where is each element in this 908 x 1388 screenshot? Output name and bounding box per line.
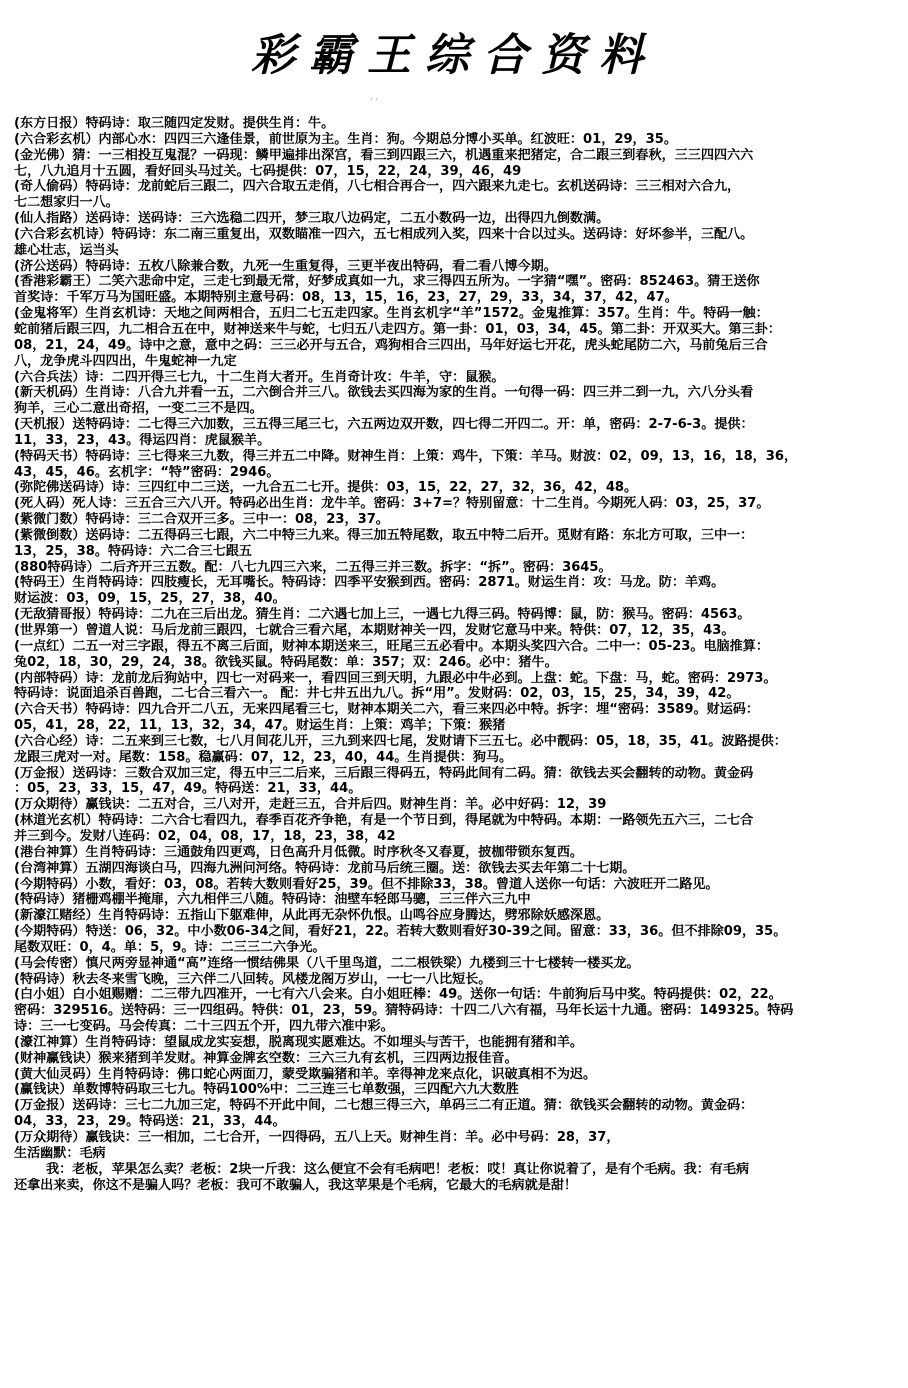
text-line: 并三到今。发财八连码：02，04，08，17，18，23，38，42 — [14, 828, 396, 844]
text-line: (六合心经）诗：二五来到三七数，七八月间花儿开，三九到来四七尾，发财请下三五七。必中靓码：05，18，35，41。波路提供： — [14, 733, 787, 749]
text-line: 兔02，18，30，29，24，38。欲钱买鼠。特码尾数：单：357；双：246。必中：猪牛。 — [14, 654, 558, 670]
text-line: (万众期待）赢钱诀：三一相加，二七合开，一四得码，五八上天。财神生肖：羊。必中号码：28，37， — [14, 1130, 620, 1145]
text-line: (今期特码）小数，看好：03，08。若转大数则看好25，39。但不排除33，38。曾道人送你一句话：六波旺开二路见。 — [14, 876, 719, 892]
text-line: (六合天书）特码诗：四九合开二八五，无来四尾看三七，财神本期关二六，看三来四必中特。拆字：埋“密码：3589。财运码： — [14, 702, 759, 718]
text-line: (天机报）送特码诗：二七得三六加数，三五得三尾三七，六五两边双开数，四七得二开四二。开：单，密码：2-7-6-3。提供： — [14, 417, 754, 433]
text-line: 诗：三一七变码。马会传真：二十三四五个开，四九带六准中彩。 — [14, 1019, 394, 1035]
text-line: 05，41，28，22，11，13，32，34，47。财运生肖：上策：鸡羊；下策：猴猪 — [14, 718, 506, 734]
text-line: (特码诗）猪栅鸡棚半掩扉，六九相伴三八随。特码诗：油壁车轻郎马骢，三三伴六三九中 — [14, 892, 531, 908]
text-line: (紫微门数）特码诗：三二合双开三多。三中一：08，23，37。 — [14, 512, 389, 528]
text-line: 龙跟三虎对一对。尾数：158。稳赢码：07，12，23，40，44。生肖提供：狗马。 — [14, 749, 513, 765]
text-line: (香港彩霸王）二笑六悲命中定，三走七到最无常，好梦成真如一九，求三得四五所为。一字猜“嘿”。密码：852463。猜王送你 — [14, 274, 760, 290]
text-line: (财神赢钱诀）猴来猪到羊发财。神算金牌玄空数：三六三九有玄机，三四两边报佳音。 — [14, 1050, 518, 1066]
text-line: (死人码）死人诗：三五合三六八开。特码必出生肖：龙牛羊。密码：3+7=？特别留意：十二生肖。今期死人码：03，25，37。 — [14, 496, 770, 512]
text-line: (弥陀佛送码诗）诗：三四红中二三送，一九合五二七开。提供：03，15，22，27，32，36，42，48。 — [14, 480, 638, 496]
text-line: (金光佛）猜：一三相投互鬼混？一码现：鳞甲遍排出深宫，看三到四跟三六，机遇重来把猪定，合二跟三到春秋，三三四四六六 — [14, 147, 754, 163]
page-title: 彩霸王综合资料 — [251, 30, 657, 81]
text-line: (濠江神算）生肖特码诗：望鼠成龙实妄想，脱离现实愿难达。不如埋头与苦干，也能拥有猪和羊。 — [14, 1034, 584, 1050]
text-line: (880特码诗）二后齐开三五数。配：八七九四三六来，二五得三并三数。拆字：“拆”。密码：3645。 — [14, 559, 612, 575]
text-line: 13，25，38。特码诗：六二合三七跟五 — [14, 543, 252, 559]
text-line: ：05，23，33，15，47，49。特码送：21，33，44。 — [14, 781, 362, 797]
text-line: 43，45，46。玄机字：“特”密码：2946。 — [14, 464, 280, 480]
humor-line: 我：老板，苹果怎么卖？老板：2块一斤我：这么便宜不会有毛病吧！老板：哎！真让你说着了，是有个毛病。我：有毛病 — [46, 1161, 750, 1177]
text-line: 密码：329516。送特码：三一四组码。特供：01，23，59。猜特码诗：十四二八六有福，马年长运十九通。密码：149325。特码 — [14, 1003, 794, 1019]
text-line: (马会传密）慎尺两旁显神通“高”连络一惯结佛果（八千里鸟道，二二根铁梁）九楼到三十七楼转一楼买龙。 — [14, 955, 640, 971]
text-line: (内部特码）诗：龙前龙后狗站中，四七一对码来一，看四回三到天明，九跟必中牛必到。上盘：蛇。下盘：马，蛇。密码：2973。 — [14, 670, 777, 686]
text-line: 11，33，23，43。得运四肖：虎鼠猴羊。 — [14, 432, 271, 448]
text-line: (一点红）二五一对三字跟，得五不离三后面，财神本期送来三，旺尾三五必看中。本期头奖四六合。二中一：05-23。电脑推算： — [14, 638, 769, 654]
text-line: (无敌猜哥报）特码诗：二九在三后出龙。猜生肖：二六遇七加上三，一遇七九得三码。特码博：鼠，防：猴马。密码：4563。 — [14, 607, 751, 623]
humor-heading: 生活幽默：毛病 — [14, 1145, 106, 1161]
text-line: 七，八九追月十五圆，看好回头马过关。七码提供：07，15，22，24，39，46，49 — [14, 163, 522, 179]
text-line: 狗羊，三心二意出奇招，一变二三不是四。 — [14, 401, 263, 417]
text-line: (今期特码）特送：06，32。中小数06-34之间，看好21，22。若转大数则看好30-39之间。留意：33，36。但不排除09，35。 — [14, 924, 787, 940]
text-line: 雄心壮志，运当头 — [14, 242, 119, 258]
text-line: 首奖诗：千军万马为国旺盛。本期特别主意号码：08，13，15，16，23，27，29，33，34，37，42，47。 — [14, 290, 678, 306]
document-body — [14, 116, 900, 1193]
humor-line: 还拿出来卖，你这不是骗人吗？老板：我可不敢骗人，我这苹果是个毛病，它最大的毛病就是甜！ — [14, 1177, 578, 1193]
text-line: 八，龙争虎斗四四出，牛鬼蛇神一九定 — [14, 353, 237, 369]
text-line: (新濠江赌经）生肖特码诗：五指山下躯难伸，从此再无杂怀仇恨。山鸣谷应身腾达，劈邪除妖感深恩。 — [14, 908, 610, 924]
text-line: 七二想家归一八。 — [14, 195, 119, 211]
text-line: (六合彩玄机诗）特码诗：东二南三重复出，双数瞄准一四六，五七相成列入奖，四来十合以过头。送码诗：好坏参半，三配八。 — [14, 226, 754, 242]
text-line: 特码诗：说面追杀百兽跑，二七合三看六一。 配：井七井五出九八。拆“用”。发财码：02，03，15，25，34，39，42。 — [14, 686, 740, 702]
text-line: 04，33，23，29。特码送：21，33，44。 — [14, 1114, 286, 1130]
text-line: (新天机码）生肖诗：八合九并看一五，二六倒合并三八。欲钱去买四海为家的生肖。一句得一码：四三并二到一九，六八分头看 — [14, 385, 754, 401]
text-line: (特码天书）特码诗：三七得来三九数，得三并五二中降。财神生肖：上策：鸡牛，下策：羊马。财波：02，09，13，16，18，36， — [14, 448, 798, 464]
humor-text — [14, 1162, 900, 1194]
text-line: (东方日报）特码诗：取三随四定发财。提供生肖：牛。 — [14, 116, 335, 131]
text-line: (港台神算）生肖特码诗：三通鼓角四更鸡，日色高升月低微。时序秋冬又春夏，披枷带锁东复西。 — [14, 844, 584, 860]
text-line: (黄大仙灵码）生肖特码诗：佛口蛇心两面刀，蒙受欺骗猪和羊。幸得神龙来点化，识破真相不为迟。 — [14, 1066, 597, 1082]
text-line: (台湾神算）五湖四海谈白马，四海九洲问河络。特码诗：龙前马后统三圈。送：欲钱去买去年第二十七期。 — [14, 860, 636, 876]
text-line: 蛇前猪后跟三四，九二相合五在中，财神送来牛与蛇，七归五八走四方。第一卦：01，03，34，45。第二卦：开双买大。第三卦： — [14, 321, 781, 337]
text-line: (特码王）生肖特码诗：四肢瘦长，无耳嘴长。特码诗：四季平安猴到西。密码：2871。财运生肖：攻：马龙。防：羊鸡。 — [14, 575, 725, 591]
text-line: (济公送码）特码诗：五枚八除兼合数，九死一生重复得，三更半夜出特码，看二看八博今期。 — [14, 258, 557, 274]
text-line: (特码诗）秋去冬来雪飞晚，三六伴二八回转。风楼龙阁万岁山，一七一八比短长。 — [14, 971, 492, 987]
text-line: (赢钱诀）单数博特码取三七九。特码100%中：二三连三七单数强，三四配六九大数胜 — [14, 1082, 519, 1098]
text-line: (紫微倒数）送码诗：二五得码三七跟，六二中特三九来。得三加五特尾数，取五中特二后开。觅财有路：东北方可取，三中一： — [14, 527, 754, 543]
text-line: (白小姐）白小姐赐赠：二三带九四准开，一七有六八会来。白小姐旺棒：49。送你一句话：牛前狗后马中奖。特码提供：02，22。 — [14, 987, 782, 1003]
text-line: (仙人指路）送码诗：送码诗：三六选稳二四开，梦三取八边码定，二五小数码一边，出得四九倒数满。 — [14, 211, 610, 227]
text-line: 财运波：03，09，15，25，27，38，40。 — [14, 591, 286, 607]
text-line: 尾数双旺：0，4。单：5，9。诗：二三三二六争光。 — [14, 939, 326, 955]
text-line: (奇人偷码）特码诗：龙前蛇后三跟二，四六合取五走俏，八七相合再合一，四六跟来九走七。玄机送码诗：三三相对六合九， — [14, 179, 741, 195]
text-lines — [14, 116, 900, 1146]
text-line: (万金报）送码诗：三七二九加三定，特码不开此中间，二七想三得三六，单码三二有正道。猜：欲钱买会翻转的动物。黄金码： — [14, 1098, 754, 1114]
text-line: (六合彩玄机）内部心水：四四三六逢佳景，前世原为主。生肖：狗。今期总分博小买单。红波旺：01，29，35。 — [14, 131, 677, 147]
text-line: (万金报）送码诗：三数合双加三定，得五中三二后来，三后跟三得码五，特码此间有二码。猜：欲钱去买会翻转的动物。黄金码 — [14, 765, 754, 781]
text-line: (万众期待）赢钱诀：二五对合，三八对开，走赶三五，合并后四。财神生肖：羊。必中好码：12，39 — [14, 797, 607, 813]
text-line: (六合兵法）诗：二四开得三七九，十二生肖大者开。生肖奇计攻：牛羊，守：鼠猴。 — [14, 369, 505, 385]
divider-mark: · · — [370, 95, 378, 104]
text-line: 08，21，24，49。诗中之意，意中之码：三三必开与五合，鸡狗相合三四出，马年好运七开花，虎头蛇尾防二六，马前兔后三合 — [14, 337, 768, 353]
text-line: (世界第一）曾道人说：马后龙前三跟四，七就合三看六尾，本期财神关一四，发财它意马中来。特供：07，12，35，43。 — [14, 623, 735, 638]
text-line: (金鬼将军）生肖玄机诗：天地之间两相合，五归二七五走四家。生肖玄机字“羊”1572。金鬼推算：357。生肖：牛。特码一触： — [14, 306, 769, 322]
text-line: (林道光玄机）特码诗：二六合七看四九，春季百花齐争艳，有是一个节日到，得尾就为中特码。本期：一路领先五六三，二七合 — [14, 813, 754, 829]
